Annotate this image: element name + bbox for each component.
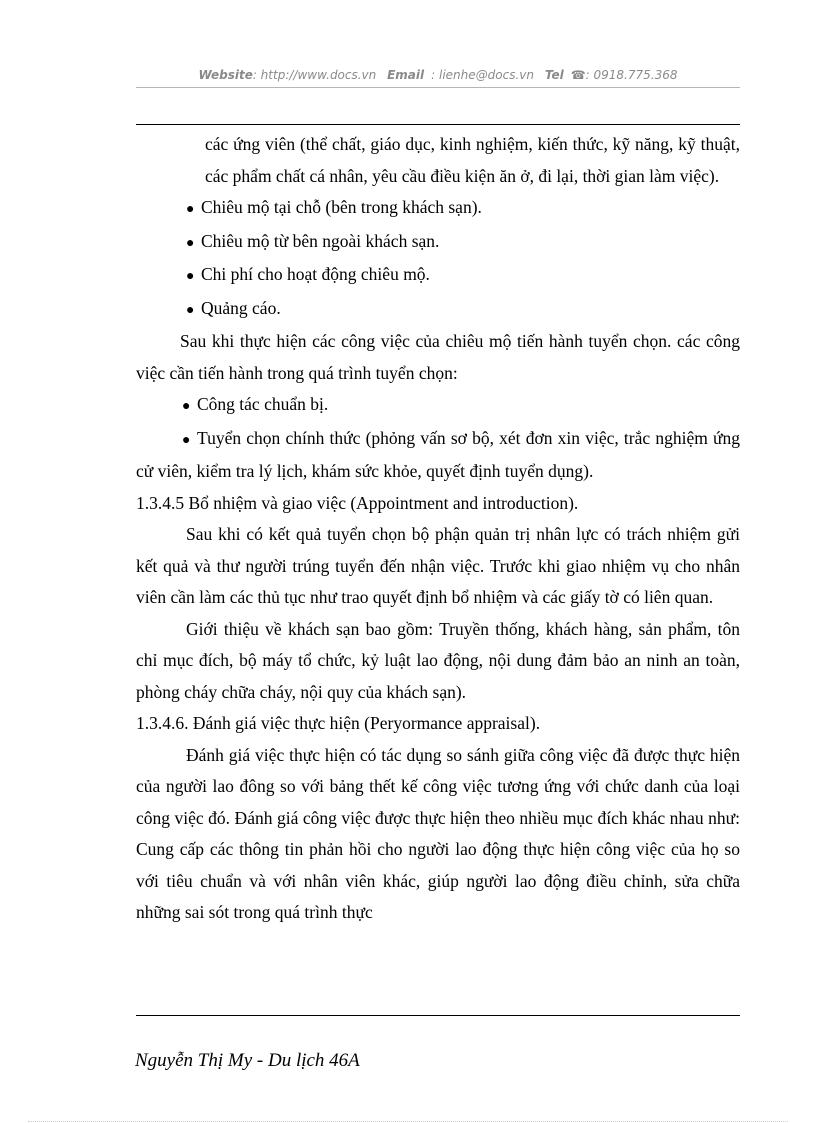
- bullet-icon: ●: [186, 302, 195, 318]
- bullet-icon: ●: [186, 235, 195, 251]
- bullet-item: ● Chiêu mộ từ bên ngoài khách sạn.: [136, 226, 740, 260]
- section-heading: 1.3.4.6. Đánh giá việc thực hiện (Peryormance appraisal).: [136, 713, 541, 733]
- email-label: Email: [387, 68, 425, 82]
- bullet-icon: ●: [182, 399, 191, 414]
- phone-icon: ☎: [570, 68, 586, 82]
- paragraph: Giới thiệu về khách sạn bao gồm: Truyền thống, khách hàng, sản phẩm, tôn chỉ mục đích, bộ máy tổ chức, kỷ luật lao động, nội dung đảm bảo an ninh an toàn, phòng cháy chữa cháy, nội quy của khách sạn).: [136, 618, 740, 702]
- email-value: : lienhe@docs.vn: [431, 68, 534, 82]
- bullet-item: ● Chiêu mộ tại chỗ (bên trong khách sạn).: [136, 192, 740, 226]
- section-heading: 1.3.4.5 Bổ nhiệm và giao việc (Appointment and introduction).: [136, 492, 579, 513]
- paragraph: Đánh giá việc thực hiện có tác dụng so sánh giữa công việc đã được thực hiện của người lao đông so với bảng thết kế công việc tương ứng với chức danh của loại công việc đó. Đánh giá công việc được thực hiện theo nhiều mục đích khác nhau như: Cung cấp các thông tin phản hồi cho người lao động thực hiện công việc của họ so với tiêu chuẩn và với nhân viên khác, giúp người lao động điều chỉnh, sửa chữa những sai sót trong quá trình thực: [136, 744, 740, 922]
- bullet-icon: ●: [182, 432, 191, 448]
- header-divider: [136, 87, 740, 88]
- website-value: : http://www.docs.vn: [252, 68, 377, 82]
- page-header: [136, 68, 740, 82]
- paragraph: các ứng viên (thể chất, giáo dục, kinh nghiệm, kiến thức, kỹ năng, kỹ thuật, các phẩm chất cá nhân, yêu cầu điều kiện ăn ở, đi lại, thời gian làm việc).: [205, 134, 740, 186]
- footer-author: Nguyễn Thị My - Du lịch 46A: [135, 1050, 360, 1071]
- tel-value: : 0918.775.368: [585, 68, 678, 82]
- page-edge-dots: [28, 1121, 788, 1122]
- website-label: Website: [198, 68, 253, 82]
- bullet-item: ● Quảng cáo.: [136, 293, 740, 327]
- bottom-rule: [136, 1015, 740, 1016]
- document-body: [136, 129, 740, 929]
- bullet-item: ● Công tác chuẩn bị.: [136, 389, 740, 423]
- bullet-icon: ●: [186, 269, 195, 284]
- paragraph: Sau khi có kết quả tuyển chọn bộ phận quản trị nhân lực có trách nhiệm gửi kết quả và thư người trúng tuyển đến nhận việc. Trước khi giao nhiệm vụ cho nhân viên cần làm các thủ tục như trao quyết định bổ nhiệm và các giấy tờ có liên quan.: [136, 524, 740, 607]
- tel-label: Tel: [544, 68, 564, 82]
- bullet-icon: ●: [186, 202, 195, 217]
- top-rule: [136, 124, 740, 125]
- bullet-item: ● Tuyển chọn chính thức (phỏng vấn sơ bộ, xét đơn xin việc, trắc nghiệm ứng cử viên, kiểm tra lý lịch, khám sức khỏe, quyết định tuyển dụng).: [136, 423, 740, 488]
- paragraph: Sau khi thực hiện các công việc của chiêu mộ tiến hành tuyển chọn. các công việc cần tiến hành trong quá trình tuyển chọn:: [136, 331, 740, 383]
- bullet-item: ● Chi phí cho hoạt động chiêu mộ.: [136, 259, 740, 293]
